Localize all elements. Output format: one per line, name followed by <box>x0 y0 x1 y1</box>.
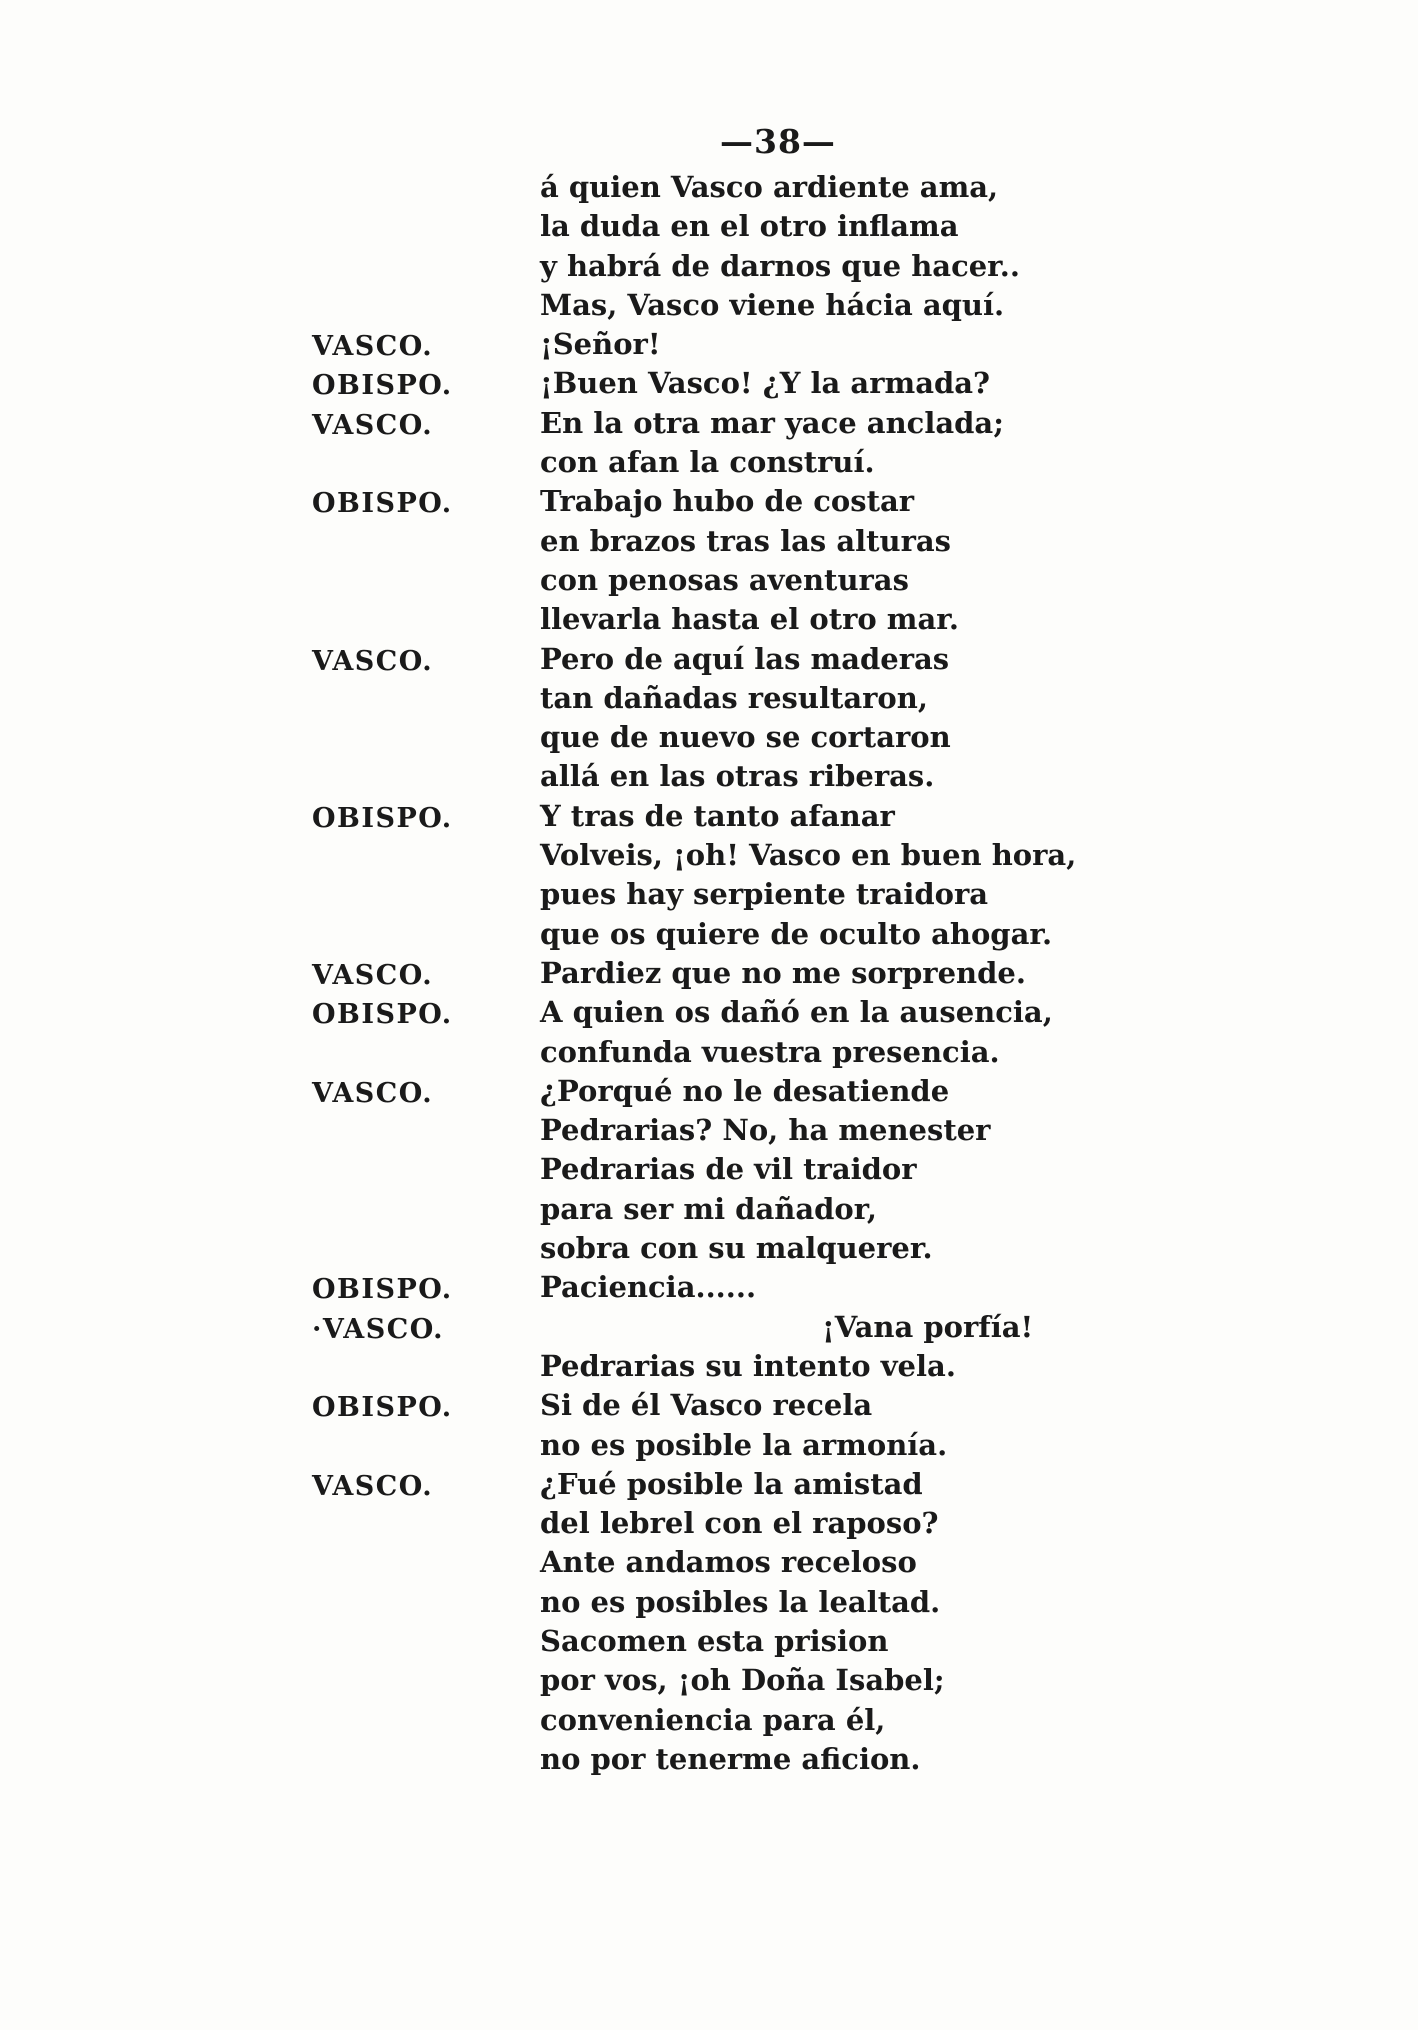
speaker-name: VASCO. <box>312 959 434 991</box>
verse-text: llevarla hasta el otro mar. <box>540 602 959 637</box>
speaker-name: VASCO. <box>312 645 434 677</box>
verse-line <box>0 209 1418 248</box>
verse-line <box>0 1310 1418 1349</box>
verse-line <box>0 1703 1418 1742</box>
verse-text: que de nuevo se cortaron <box>540 720 951 755</box>
verse-line <box>0 1388 1418 1427</box>
verse-line <box>0 1035 1418 1074</box>
verse-text: allá en las otras riberas. <box>540 759 935 794</box>
verse-line <box>0 170 1418 209</box>
speaker-name: VASCO. <box>312 1077 434 1109</box>
verse-line <box>0 995 1418 1034</box>
verse-line <box>0 484 1418 523</box>
verse-text: En la otra mar yace anclada; <box>540 405 1004 440</box>
verse-text: conveniencia para él, <box>540 1702 886 1737</box>
verse-text: Mas, Vasco viene hácia aquí. <box>540 287 1005 322</box>
verse-line <box>0 524 1418 563</box>
verse-line <box>0 327 1418 366</box>
verse-text: Trabajo hubo de costar <box>540 484 915 519</box>
verse-line <box>0 1624 1418 1663</box>
verse-text: Paciencia...... <box>540 1270 757 1305</box>
verse-text: sobra con su malquerer. <box>540 1231 933 1266</box>
verse-text: Pedrarias su intento vela. <box>540 1348 956 1383</box>
verse-line <box>0 720 1418 759</box>
verse-text: Ante andamos receloso <box>540 1545 917 1580</box>
verse-text: no es posible la armonía. <box>540 1427 948 1462</box>
verse-text: tan dañadas resultaron, <box>540 680 928 715</box>
verse-text: con afan la construí. <box>540 445 875 480</box>
verse-text: pues hay serpiente traidora <box>540 877 989 912</box>
verse-line <box>0 1663 1418 1702</box>
speaker-name: VASCO. <box>312 331 434 363</box>
verse-text: y habrá de darnos que hacer.. <box>540 248 1020 283</box>
verse-line <box>0 1585 1418 1624</box>
verse-text: Pedrarias de vil traidor <box>540 1152 917 1187</box>
speaker-name: ·VASCO. <box>312 1313 445 1345</box>
verse-text: ¡Buen Vasco! ¿Y la armada? <box>540 366 991 401</box>
speaker-name: OBISPO. <box>312 488 453 520</box>
verse-text: ¿Porqué no le desatiende <box>540 1073 950 1108</box>
verse-text: no es posibles la lealtad. <box>540 1584 941 1619</box>
verse-line <box>0 799 1418 838</box>
verse-line <box>0 366 1418 405</box>
verse-text: Si de él Vasco recela <box>540 1388 873 1423</box>
speaker-name: OBISPO. <box>312 999 453 1031</box>
page-number: —38— <box>720 122 836 161</box>
speaker-name: OBISPO. <box>312 1274 453 1306</box>
verse-line <box>0 1113 1418 1152</box>
verse-text: Sacomen esta prision <box>540 1623 889 1658</box>
verse-text: que os quiere de oculto ahogar. <box>540 916 1053 951</box>
verse-text: á quien Vasco ardiente ama, <box>540 170 999 204</box>
verse-line <box>0 249 1418 288</box>
verse-line <box>0 681 1418 720</box>
dialogue-verse <box>0 170 1418 1781</box>
verse-line <box>0 1506 1418 1545</box>
verse-line <box>0 1270 1418 1309</box>
speaker-name: OBISPO. <box>312 802 453 834</box>
verse-line <box>0 563 1418 602</box>
speaker-name: OBISPO. <box>312 1392 453 1424</box>
speaker-name: VASCO. <box>312 1470 434 1502</box>
verse-line <box>0 917 1418 956</box>
verse-line <box>0 838 1418 877</box>
verse-line <box>0 1231 1418 1270</box>
verse-text: ¡Vana porfía! <box>822 1309 1034 1344</box>
verse-text: Y tras de tanto afanar <box>540 798 895 833</box>
verse-text: Pedrarias? No, ha menester <box>540 1113 991 1148</box>
verse-line <box>0 1428 1418 1467</box>
speaker-name: VASCO. <box>312 409 434 441</box>
verse-text: Pardiez que no me sorprende. <box>540 955 1026 990</box>
verse-line <box>0 642 1418 681</box>
verse-text: confunda vuestra presencia. <box>540 1034 1000 1069</box>
verse-text: A quien os dañó en la ausencia, <box>540 995 1053 1030</box>
verse-text: ¿Fué posible la amistad <box>540 1466 923 1501</box>
verse-line <box>0 1152 1418 1191</box>
verse-line <box>0 602 1418 641</box>
verse-text: del lebrel con el raposo? <box>540 1506 939 1541</box>
verse-line <box>0 1545 1418 1584</box>
verse-line <box>0 406 1418 445</box>
verse-line <box>0 1192 1418 1231</box>
verse-line <box>0 288 1418 327</box>
verse-text: con penosas aventuras <box>540 562 909 597</box>
verse-text: Pero de aquí las maderas <box>540 641 950 676</box>
verse-text: en brazos tras las alturas <box>540 523 952 558</box>
verse-text: la duda en el otro inflama <box>540 209 959 244</box>
verse-text: para ser mi dañador, <box>540 1191 878 1226</box>
verse-text: ¡Señor! <box>540 327 661 362</box>
verse-line <box>0 1074 1418 1113</box>
verse-line <box>0 956 1418 995</box>
verse-line <box>0 1742 1418 1781</box>
verse-text: por vos, ¡oh Doña Isabel; <box>540 1663 945 1698</box>
verse-line <box>0 877 1418 916</box>
verse-line <box>0 759 1418 798</box>
verse-text: Volveis, ¡oh! Vasco en buen hora, <box>540 838 1077 873</box>
verse-line <box>0 1349 1418 1388</box>
verse-line <box>0 445 1418 484</box>
speaker-name: OBISPO. <box>312 370 453 402</box>
verse-text: no por tenerme aficion. <box>540 1741 921 1776</box>
verse-line <box>0 1467 1418 1506</box>
